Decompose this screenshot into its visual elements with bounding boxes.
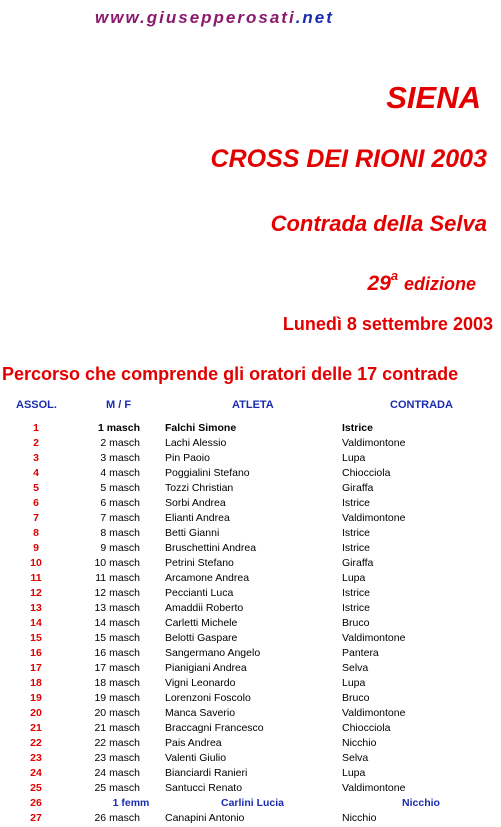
- contrada-cell: Lupa: [342, 677, 366, 689]
- position-cell: 12: [30, 587, 42, 599]
- city-title: SIENA: [386, 80, 481, 115]
- position-cell: 23: [30, 752, 42, 764]
- position-cell: 13: [30, 602, 42, 614]
- table-row: [0, 796, 501, 811]
- table-row: [0, 481, 501, 496]
- table-row: [0, 496, 501, 511]
- athlete-name-cell: Sangermano Angelo: [165, 647, 261, 659]
- contrada-cell: Istrice: [342, 422, 373, 434]
- site-url-part1: www.giuseppe: [95, 8, 238, 27]
- athlete-name-cell: Bruschettini Andrea: [165, 542, 257, 554]
- contrada-cell: Selva: [342, 752, 369, 764]
- position-cell: 21: [30, 722, 42, 734]
- table-row: [0, 691, 501, 706]
- athlete-name-cell: Pianigiani Andrea: [165, 662, 247, 674]
- table-row: [0, 781, 501, 796]
- edition-word: edizione: [403, 274, 476, 294]
- position-cell: 10: [30, 557, 42, 569]
- mf-rank-cell: 5 masch: [100, 482, 140, 494]
- athlete-name-cell: Bianciardi Ranieri: [165, 767, 248, 779]
- athlete-name-cell: Arcamone Andrea: [165, 572, 250, 584]
- mf-rank-cell: 12 masch: [94, 587, 140, 599]
- position-cell: 6: [33, 497, 39, 509]
- edition-title: [368, 270, 476, 296]
- contrada-cell: Valdimontone: [342, 632, 406, 644]
- athlete-name-cell: Lachi Alessio: [165, 437, 227, 449]
- contrada-cell: Valdimontone: [342, 707, 406, 719]
- mf-rank-cell: 10 masch: [94, 557, 140, 569]
- route-description: Percorso che comprende gli oratori delle 17 contrade: [2, 364, 459, 384]
- contrada-cell: Lupa: [342, 452, 366, 464]
- table-row: [0, 721, 501, 736]
- position-cell: 26: [30, 797, 42, 809]
- table-row: [0, 436, 501, 451]
- mf-rank-cell: 13 masch: [94, 602, 140, 614]
- contrada-cell: Bruco: [342, 617, 370, 629]
- event-title: CROSS DEI RIONI 2003: [210, 145, 487, 173]
- table-row: [0, 511, 501, 526]
- edition-number: 29: [367, 272, 391, 295]
- position-cell: 2: [33, 437, 39, 449]
- position-cell: 15: [30, 632, 42, 644]
- athlete-name-cell: Santucci Renato: [165, 782, 243, 794]
- site-url-part3: .net: [295, 8, 334, 27]
- mf-rank-cell: 26 masch: [94, 812, 140, 824]
- contrada-cell: Chiocciola: [342, 467, 391, 479]
- edition-superscript: a: [390, 268, 399, 283]
- organizer-title: Contrada della Selva: [270, 211, 487, 236]
- athlete-name-cell: Sorbi Andrea: [165, 497, 226, 509]
- column-header-position: ASSOL.: [16, 399, 57, 411]
- position-cell: 11: [30, 572, 42, 584]
- table-row: [0, 541, 501, 556]
- contrada-cell: Giraffa: [342, 482, 374, 494]
- contrada-cell: Selva: [342, 662, 369, 674]
- position-cell: 22: [30, 737, 42, 749]
- athlete-name-cell: Falchi Simone: [165, 422, 237, 434]
- contrada-cell: Lupa: [342, 767, 366, 779]
- position-cell: 3: [33, 452, 39, 464]
- position-cell: 20: [30, 707, 42, 719]
- contrada-cell: Chiocciola: [342, 722, 391, 734]
- table-row: [0, 766, 501, 781]
- mf-rank-cell: 14 masch: [94, 617, 140, 629]
- athlete-name-cell: Petrini Stefano: [165, 557, 234, 569]
- mf-rank-cell: 7 masch: [100, 512, 140, 524]
- contrada-cell: Nicchio: [342, 737, 377, 749]
- contrada-cell: Pantera: [342, 647, 379, 659]
- position-cell: 5: [33, 482, 39, 494]
- position-cell: 8: [33, 527, 39, 539]
- mf-rank-cell: 20 masch: [94, 707, 140, 719]
- mf-rank-cell: 4 masch: [100, 467, 140, 479]
- athlete-name-cell: Canapini Antonio: [165, 812, 245, 824]
- mf-rank-cell: 16 masch: [94, 647, 140, 659]
- contrada-cell: Lupa: [342, 572, 366, 584]
- athlete-name-cell: Pin Paoio: [165, 452, 210, 464]
- contrada-cell: Istrice: [342, 602, 371, 614]
- contrada-cell: Istrice: [342, 497, 371, 509]
- mf-rank-cell: 8 masch: [100, 527, 140, 539]
- athlete-name-cell: Peccianti Luca: [165, 587, 234, 599]
- mf-rank-cell: 9 masch: [100, 542, 140, 554]
- site-url: [95, 8, 334, 28]
- contrada-cell: Giraffa: [342, 557, 374, 569]
- contrada-cell: Istrice: [342, 542, 371, 554]
- position-cell: 7: [33, 512, 39, 524]
- athlete-name-cell: Amaddii Roberto: [165, 602, 244, 614]
- table-row: [0, 631, 501, 646]
- table-row: [0, 811, 501, 826]
- contrada-cell: Valdimontone: [342, 437, 406, 449]
- position-cell: 25: [30, 782, 42, 794]
- position-cell: 27: [30, 812, 42, 824]
- table-row: [0, 466, 501, 481]
- site-url-part2: rosati: [237, 8, 296, 27]
- athlete-name-cell: Carlini Lucia: [220, 797, 284, 809]
- athlete-name-cell: Elianti Andrea: [165, 512, 230, 524]
- contrada-cell: Bruco: [342, 692, 370, 704]
- athlete-name-cell: Vigni Leonardo: [165, 677, 236, 689]
- table-row: [0, 556, 501, 571]
- table-row: [0, 451, 501, 466]
- mf-rank-cell: 19 masch: [94, 692, 140, 704]
- contrada-cell: Nicchio: [342, 812, 377, 824]
- mf-rank-cell: 2 masch: [100, 437, 140, 449]
- table-row: [0, 571, 501, 586]
- position-cell: 16: [30, 647, 42, 659]
- column-header-athlete: ATLETA: [232, 399, 274, 411]
- event-date: Lunedì 8 settembre 2003: [282, 314, 493, 334]
- athlete-name-cell: Manca Saverio: [165, 707, 236, 719]
- athlete-name-cell: Poggialini Stefano: [165, 467, 250, 479]
- mf-rank-cell: 18 masch: [94, 677, 140, 689]
- table-row: [0, 646, 501, 661]
- athlete-name-cell: Braccagni Francesco: [165, 722, 264, 734]
- mf-rank-cell: 3 masch: [100, 452, 140, 464]
- mf-rank-cell: 17 masch: [94, 662, 140, 674]
- mf-rank-cell: 24 masch: [94, 767, 140, 779]
- contrada-cell: Istrice: [342, 587, 371, 599]
- athlete-name-cell: Pais Andrea: [165, 737, 222, 749]
- mf-rank-cell: 21 masch: [94, 722, 140, 734]
- mf-rank-cell: 11 masch: [95, 572, 140, 584]
- table-row: [0, 601, 501, 616]
- table-row: [0, 526, 501, 541]
- athlete-name-cell: Betti Gianni: [165, 527, 220, 539]
- athlete-name-cell: Valenti Giulio: [165, 752, 227, 764]
- column-header-contrada: CONTRADA: [390, 399, 453, 411]
- results-table: [0, 421, 501, 826]
- mf-rank-cell: 6 masch: [100, 497, 140, 509]
- position-cell: 9: [33, 542, 39, 554]
- table-row: [0, 736, 501, 751]
- table-row: [0, 661, 501, 676]
- position-cell: 14: [30, 617, 42, 629]
- table-row: [0, 586, 501, 601]
- column-header-mf: M / F: [106, 399, 132, 411]
- position-cell: 18: [30, 677, 42, 689]
- position-cell: 4: [33, 467, 39, 479]
- athlete-name-cell: Belotti Gaspare: [165, 632, 238, 644]
- mf-rank-cell: 1 femm: [112, 797, 150, 809]
- mf-rank-cell: 22 masch: [94, 737, 140, 749]
- position-cell: 17: [30, 662, 42, 674]
- athlete-name-cell: Carletti Michele: [165, 617, 238, 629]
- contrada-cell: Valdimontone: [342, 512, 406, 524]
- table-row: [0, 751, 501, 766]
- position-cell: 24: [30, 767, 42, 779]
- table-row: [0, 676, 501, 691]
- contrada-cell: Istrice: [342, 527, 371, 539]
- position-cell: 1: [33, 422, 39, 434]
- contrada-cell: Valdimontone: [342, 782, 406, 794]
- athlete-name-cell: Tozzi Christian: [165, 482, 234, 494]
- table-row: [0, 616, 501, 631]
- position-cell: 19: [30, 692, 42, 704]
- table-row: [0, 421, 501, 436]
- mf-rank-cell: 15 masch: [94, 632, 140, 644]
- table-row: [0, 706, 501, 721]
- athlete-name-cell: Lorenzoni Foscolo: [165, 692, 251, 704]
- mf-rank-cell: 23 masch: [94, 752, 140, 764]
- mf-rank-cell: 1 masch: [97, 422, 140, 434]
- mf-rank-cell: 25 masch: [94, 782, 140, 794]
- contrada-cell: Nicchio: [402, 797, 440, 809]
